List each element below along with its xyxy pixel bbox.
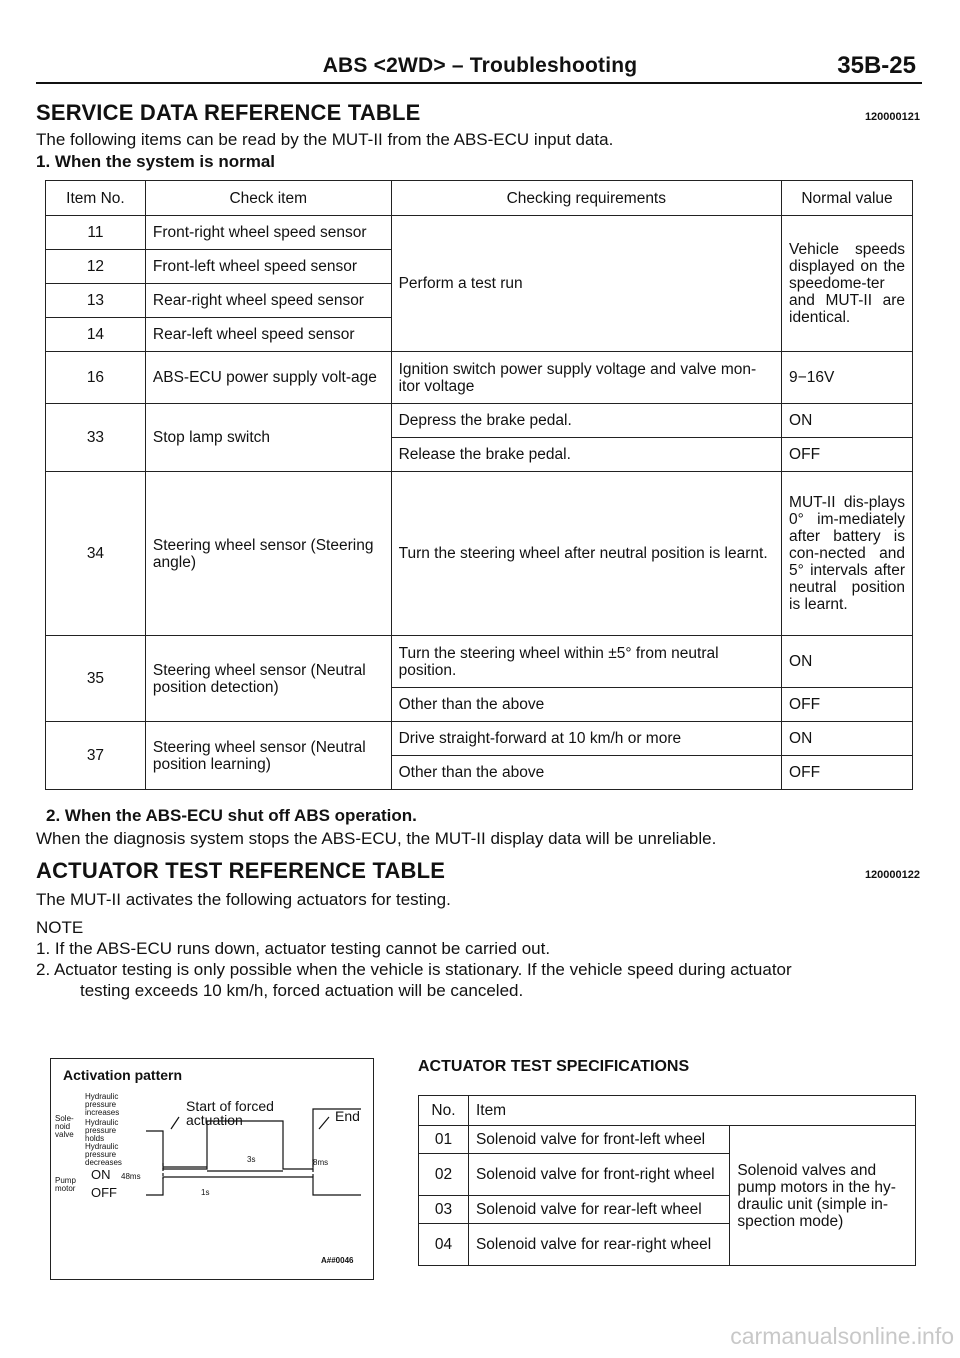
requirement: Turn the steering wheel within ±5° from neutral position.	[391, 636, 781, 688]
actuator-test-title: ACTUATOR TEST REFERENCE TABLE	[36, 858, 446, 883]
header-rule	[36, 82, 922, 84]
hp-holds-label-3: holds	[85, 1134, 105, 1143]
t48-label: 48ms	[121, 1172, 141, 1181]
table-row	[46, 722, 913, 756]
spec-note: Solenoid valves and pump motors in the hy-draulic unit (simple in-spection mode)	[730, 1126, 916, 1266]
item-no: 34	[46, 472, 146, 636]
spec-no: 03	[419, 1196, 469, 1224]
hp-increase-label-3: increases	[85, 1108, 120, 1117]
on-label: ON	[91, 1167, 111, 1182]
note-2-line2: testing exceeds 10 km/h, forced actuation will be canceled.	[80, 981, 524, 1000]
start-label-1: Start of forced	[186, 1098, 274, 1114]
requirement: Ignition switch power supply voltage and valve mon-itor voltage	[391, 352, 781, 404]
end-pointer	[319, 1117, 329, 1129]
check-item: Rear-right wheel speed sensor	[145, 284, 391, 318]
item-no: 13	[46, 284, 146, 318]
hp-increase-label-2: pressure	[85, 1100, 117, 1109]
note-2-line1: 2. Actuator testing is only possible when the vehicle is stationary. If the vehicle speed during actuator	[36, 960, 792, 979]
actuator-spec-table	[418, 1095, 916, 1266]
service-data-table	[45, 180, 913, 790]
hp-decrease-label-1: Hydraulic	[85, 1142, 119, 1151]
item-no: 35	[46, 636, 146, 722]
hp-holds-label-1: Hydraulic	[85, 1118, 119, 1127]
table-row	[46, 636, 913, 688]
col-check-item: Check item	[145, 181, 391, 216]
hp-holds-label-2: pressure	[85, 1126, 117, 1135]
service-data-code: 120000121	[864, 111, 920, 123]
table-row	[419, 1126, 916, 1154]
pump-label-2: motor	[55, 1184, 76, 1193]
requirement: Release the brake pedal.	[391, 438, 781, 472]
normal-value: OFF	[782, 688, 913, 722]
normal-value: MUT-II dis-plays 0° im-mediately after battery is con-nected and 5° intervals after neutral position is learnt.	[782, 472, 913, 636]
spec-no: 04	[419, 1224, 469, 1266]
start-label-2: actuation	[186, 1112, 243, 1128]
solenoid-label-2: noid	[55, 1122, 71, 1131]
spec-no: 01	[419, 1126, 469, 1154]
item-no: 14	[46, 318, 146, 352]
spec-col-no: No.	[419, 1096, 469, 1126]
check-item: Steering wheel sensor (Steering angle)	[145, 472, 391, 636]
figure-code: A##0046	[321, 1256, 354, 1265]
actuator-test-code: 120000122	[864, 869, 920, 881]
condition-shutoff: 2. When the ABS-ECU shut off ABS operation.	[46, 806, 417, 825]
page-header	[0, 52, 960, 82]
table-row	[46, 216, 913, 250]
t1s-label: 1s	[201, 1188, 210, 1197]
page-number: 35B-25	[837, 52, 916, 79]
activation-pattern-diagram	[50, 1058, 374, 1280]
item-no: 11	[46, 216, 146, 250]
t3s-label: 3s	[247, 1155, 256, 1164]
hp-increase-label-1: Hydraulic	[85, 1092, 119, 1101]
item-no: 12	[46, 250, 146, 284]
check-item: Front-left wheel speed sensor	[145, 250, 391, 284]
normal-value: Vehicle speeds displayed on the speedome-ter and MUT-II are identical.	[782, 216, 913, 352]
check-item: Stop lamp switch	[145, 404, 391, 472]
hp-decrease-label-2: pressure	[85, 1150, 117, 1159]
spec-item: Solenoid valve for rear-left wheel	[468, 1196, 729, 1224]
requirement: Other than the above	[391, 688, 781, 722]
spec-item: Solenoid valve for rear-right wheel	[468, 1224, 729, 1266]
header-title: ABS <2WD> – Troubleshooting	[322, 54, 638, 77]
service-data-title: SERVICE DATA REFERENCE TABLE	[36, 100, 421, 125]
table-row	[46, 352, 913, 404]
spec-item: Solenoid valve for front-left wheel	[468, 1126, 729, 1154]
requirement: Perform a test run	[391, 216, 781, 352]
spec-header-row	[419, 1096, 916, 1126]
t8ms-label: 8ms	[313, 1158, 329, 1167]
requirement: Turn the steering wheel after neutral position is learnt.	[391, 472, 781, 636]
note-label: NOTE	[36, 918, 84, 937]
normal-value: OFF	[782, 438, 913, 472]
spec-col-item: Item	[468, 1096, 915, 1126]
item-no: 16	[46, 352, 146, 404]
hp-decrease-label-3: decreases	[85, 1158, 122, 1167]
solenoid-label-3: valve	[55, 1130, 74, 1139]
service-intro: The following items can be read by the MUT-II from the ABS-ECU input data.	[36, 130, 614, 149]
spec-title: ACTUATOR TEST SPECIFICATIONS	[418, 1058, 690, 1075]
condition-normal: 1. When the system is normal	[36, 152, 276, 171]
watermark: carmanualsonline.info	[730, 1323, 954, 1349]
activation-pattern-chart	[51, 1059, 373, 1279]
spec-item: Solenoid valve for front-right wheel	[468, 1154, 729, 1196]
end-label: End	[335, 1108, 360, 1124]
note-1: 1. If the ABS-ECU runs down, actuator testing cannot be carried out.	[36, 939, 551, 958]
col-normal-value: Normal value	[782, 181, 913, 216]
normal-value: 9−16V	[782, 352, 913, 404]
item-no: 37	[46, 722, 146, 790]
col-requirements: Checking requirements	[391, 181, 781, 216]
normal-value: ON	[782, 404, 913, 438]
check-item: Steering wheel sensor (Neutral position learning)	[145, 722, 391, 790]
table-header-row	[46, 181, 913, 216]
col-item-no: Item No.	[46, 181, 146, 216]
requirement: Other than the above	[391, 756, 781, 790]
check-item: Steering wheel sensor (Neutral position detection)	[145, 636, 391, 722]
spec-no: 02	[419, 1154, 469, 1196]
check-item: Front-right wheel speed sensor	[145, 216, 391, 250]
check-item: Rear-left wheel speed sensor	[145, 318, 391, 352]
start-pointer	[171, 1117, 179, 1129]
normal-value: OFF	[782, 756, 913, 790]
diagram-title: Activation pattern	[63, 1067, 183, 1083]
off-label: OFF	[91, 1185, 117, 1200]
condition-shutoff-text: When the diagnosis system stops the ABS-ECU, the MUT-II display data will be unreliable.	[36, 829, 717, 848]
table-row	[46, 404, 913, 438]
item-no: 33	[46, 404, 146, 472]
solenoid-label-1: Sole-	[55, 1114, 74, 1123]
pump-waveform	[146, 1177, 361, 1195]
normal-value: ON	[782, 636, 913, 688]
table-row	[46, 472, 913, 636]
actuator-intro: The MUT-II activates the following actuators for testing.	[36, 890, 451, 909]
normal-value: ON	[782, 722, 913, 756]
pump-label-1: Pump	[55, 1176, 76, 1185]
requirement: Drive straight-forward at 10 km/h or more	[391, 722, 781, 756]
check-item: ABS-ECU power supply volt-age	[145, 352, 391, 404]
requirement: Depress the brake pedal.	[391, 404, 781, 438]
